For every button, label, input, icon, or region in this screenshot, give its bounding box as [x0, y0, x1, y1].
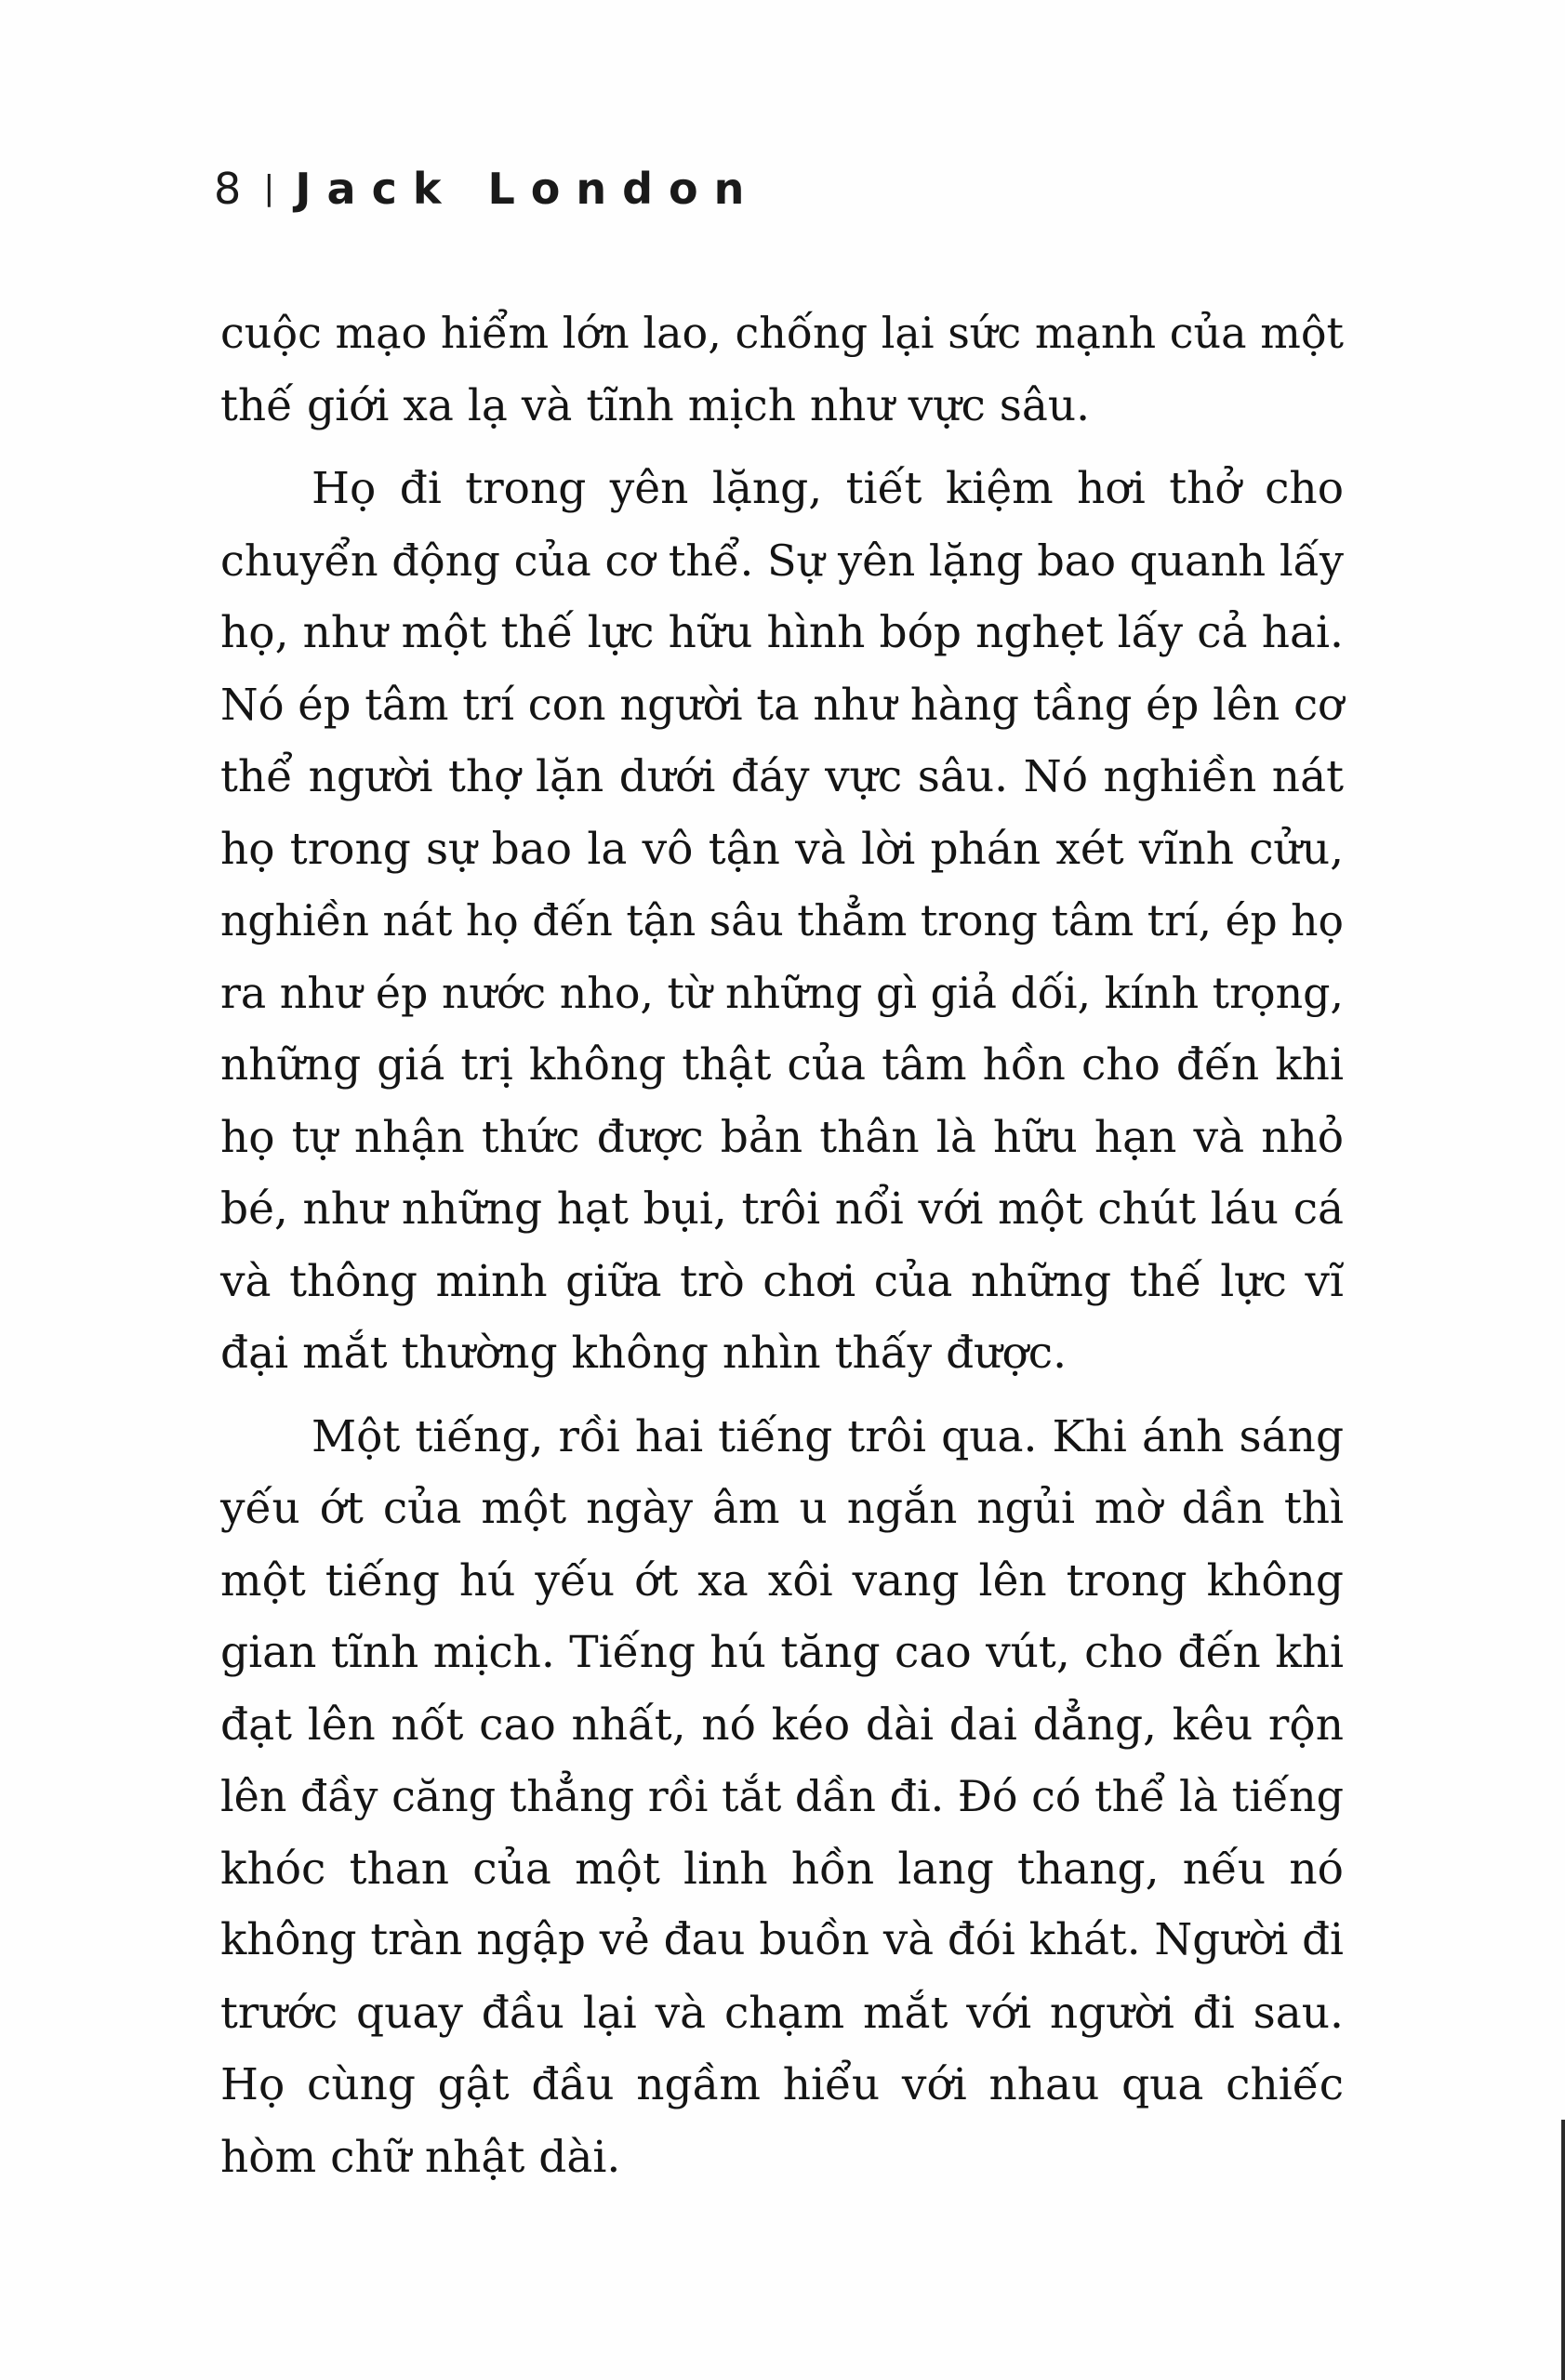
paragraph-2 [220, 453, 1344, 1390]
paragraph-1 [220, 298, 1344, 442]
text-line: Nó ép tâm trí con người ta như hàng tầng ép lên cơ [220, 679, 1344, 730]
text-line: cuộc mạo hiểm lớn lao, chống lại sức mạnh của một [220, 308, 1344, 358]
body-text [220, 298, 1344, 2193]
text-line: Họ đi trong yên lặng, tiết kiệm hơi thở cho [312, 463, 1345, 514]
text-line: một tiếng hú yếu ớt xa xôi vang lên trong không [220, 1554, 1345, 1606]
text-line: lên đầy căng thẳng rồi tắt dần đi. Đó có thể là tiếng [220, 1771, 1344, 1821]
text-line: Họ cùng gật đầu ngầm hiểu với nhau qua chiếc [220, 2059, 1345, 2110]
text-line: yếu ớt của một ngày âm u ngắn ngủi mờ dần thì [220, 1483, 1345, 1534]
text-line: ra như ép nước nho, từ những gì giả dối, kính trọng, [220, 967, 1344, 1018]
text-line: những giá trị không thật của tâm hồn cho đến khi [220, 1039, 1344, 1091]
author-name: Jack London [295, 164, 761, 214]
text-line: không tràn ngập vẻ đau buồn và đói khát. Người đi [220, 1915, 1344, 1965]
page-edge-shadow [1561, 2120, 1565, 2380]
text-line: gian tĩnh mịch. Tiếng hú tăng cao vút, cho đến khi [220, 1627, 1344, 1678]
text-line: trước quay đầu lại và chạm mắt với người đi sau. [220, 1987, 1344, 2039]
text-line: thế giới xa lạ và tĩnh mịch như vực sâu. [220, 379, 1091, 431]
paragraph-3 [220, 1401, 1344, 2194]
running-header [214, 164, 761, 214]
text-line: thể người thợ lặn dưới đáy vực sâu. Nó nghiền nát [220, 751, 1344, 802]
text-line: bé, như những hạt bụi, trôi nổi với một chút láu cá [220, 1183, 1345, 1235]
text-line: họ tự nhận thức được bản thân là hữu hạn và nhỏ [220, 1111, 1345, 1163]
text-line: Một tiếng, rồi hai tiếng trôi qua. Khi ánh sáng [312, 1410, 1345, 1462]
text-line: họ trong sự bao la vô tận và lời phán xét vĩnh cửu, [220, 823, 1345, 875]
text-line: họ, như một thế lực hữu hình bóp nghẹt lấy cả hai. [220, 607, 1344, 658]
header-separator: | [263, 169, 275, 207]
text-line: và thông minh giữa trò chơi của những thế lực vĩ [220, 1255, 1344, 1307]
page-number: 8 [214, 164, 242, 214]
text-line: đại mắt thường không nhìn thấy được. [220, 1328, 1068, 1379]
text-line: nghiền nát họ đến tận sâu thẳm trong tâm trí, ép họ [220, 896, 1344, 945]
text-line: khóc than của một linh hồn lang thang, nếu nó [220, 1843, 1344, 1895]
text-line: đạt lên nốt cao nhất, nó kéo dài dai dẳng, kêu rộn [220, 1699, 1344, 1751]
text-line: hòm chữ nhật dài. [220, 2131, 621, 2183]
text-line: chuyển động của cơ thể. Sự yên lặng bao quanh lấy [220, 535, 1344, 586]
